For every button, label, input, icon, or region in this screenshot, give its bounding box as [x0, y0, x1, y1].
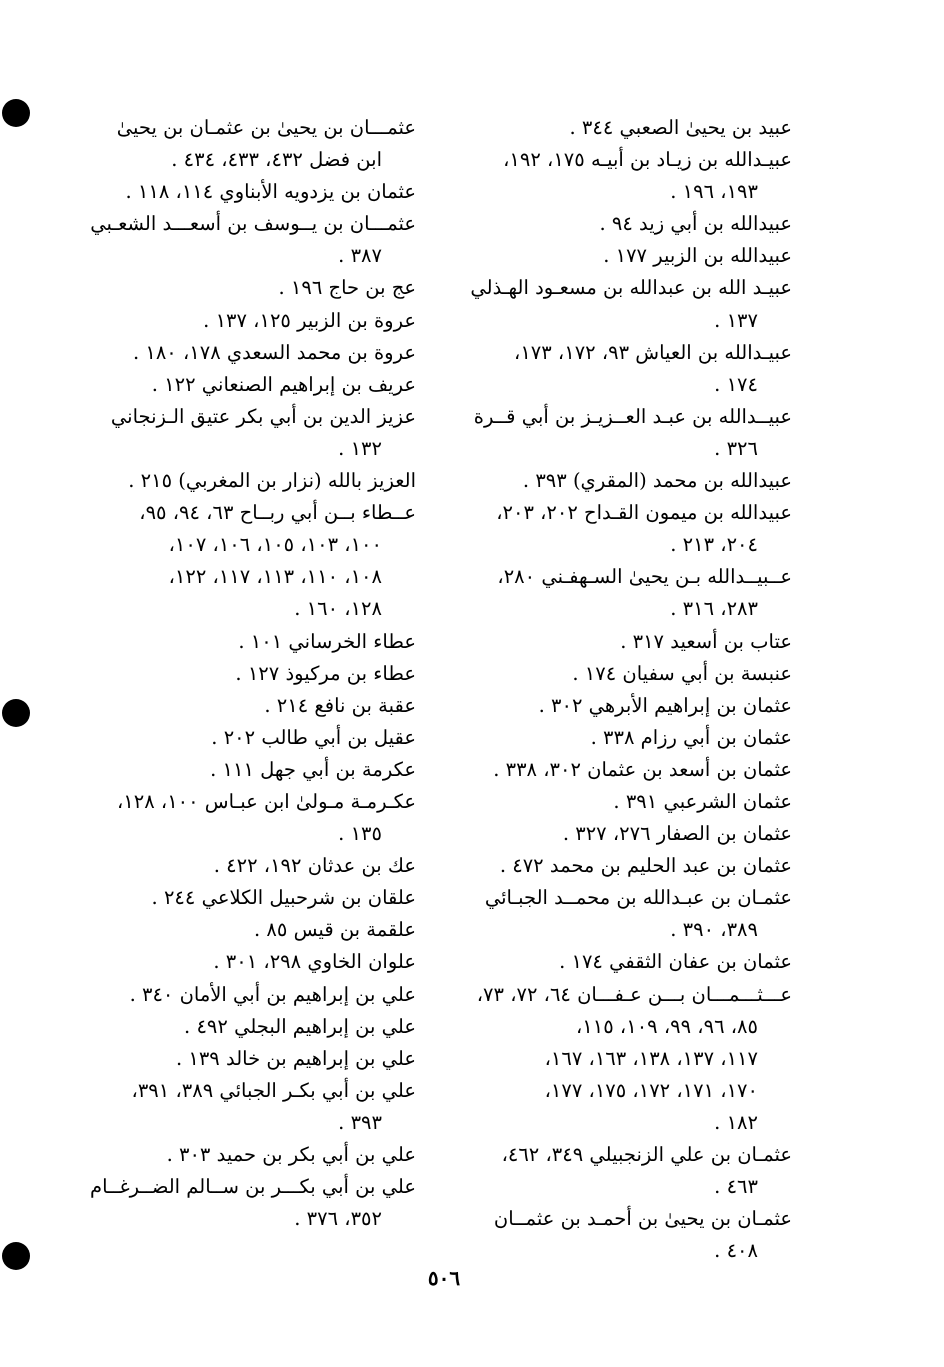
entry-line: عثمـان بن يحيىٰ بن أحمـد بن عثمــان	[493, 1207, 792, 1231]
entry-line: عج بن حاج ١٩٦ .	[278, 276, 416, 300]
index-entry	[86, 272, 416, 304]
entry-line: علي بن أبي بكـــر بن ســالم الضــرغــام	[90, 1175, 416, 1199]
index-entry	[462, 626, 792, 658]
entry-line: عثمان بن أسعد بن عثمان ٣٠٢، ٣٣٨ .	[493, 757, 792, 781]
index-entry	[462, 208, 792, 240]
index-entry	[86, 914, 416, 946]
entry-continuation-line: ٤٠٨ .	[714, 1239, 758, 1263]
index-entry	[86, 690, 416, 722]
index-entry	[462, 1139, 792, 1203]
index-entry	[86, 176, 416, 208]
entry-line: عبيدالله بن أبي زيد ٩٤ .	[599, 212, 792, 236]
index-entry	[462, 979, 792, 1139]
entry-continuation-line: ٣٨٧ .	[338, 244, 382, 268]
entry-line: عبيدالله بن ميمون القـداح ٢٠٢، ٢٠٣،	[496, 501, 792, 525]
entry-line: عطاء الخرساني ١٠١ .	[238, 629, 416, 653]
entry-line: عروة بن الزبير ١٢٥، ١٣٧ .	[203, 308, 416, 332]
page-number: ٥٠٦	[427, 1266, 461, 1290]
entry-continuation-line: ٨٥، ٩٦، ٩٩، ١٠٩، ١١٥،	[576, 1014, 758, 1038]
punch-hole-bottom	[2, 1242, 30, 1270]
entry-line: عروة بن محمد السعدي ١٧٨، ١٨٠ .	[132, 340, 416, 364]
entry-line: عـــثـــمـــان بـــن عـفـــان ٦٤، ٧٢، ٧٣،	[476, 982, 792, 1006]
index-entry	[462, 882, 792, 946]
entry-line: عقبة بن نافع ٢١٤ .	[264, 693, 416, 717]
index-entry	[462, 497, 792, 561]
index-entry	[86, 1011, 416, 1043]
entry-line: علقان بن شرحبيل الكلاعي ٢٤٤ .	[151, 886, 416, 910]
entry-line: عطاء بن مركيوذ ١٢٧ .	[235, 661, 416, 685]
index-entry	[462, 946, 792, 978]
entry-continuation-line: ١٨٢ .	[714, 1110, 758, 1134]
index-entry	[86, 465, 416, 497]
entry-continuation-line: ١٣٥ .	[338, 822, 382, 846]
entry-line: علي بن إبراهيم بن خالد ١٣٩ .	[175, 1046, 416, 1070]
entry-line: عثمـــان بن يحيىٰ بن عثمـان بن يحيىٰ	[116, 116, 416, 139]
entry-continuation-line: ٣٩٣ .	[338, 1110, 382, 1134]
index-entry	[86, 1171, 416, 1235]
entry-continuation-line: ١٣٧ .	[714, 308, 758, 332]
entry-continuation-line: ١١٧، ١٣٧، ١٣٨، ١٦٣، ١٦٧،	[544, 1046, 758, 1070]
entry-line: عثمـان بن علي الزنجبيلي ٣٤٩، ٤٦٢،	[501, 1143, 792, 1166]
entry-line: عكرمة بن أبي جهل ١١١ .	[210, 757, 416, 781]
index-entry	[462, 722, 792, 754]
entry-line: العزيز بالله (نزار بن المغربي) ٢١٥ .	[128, 469, 416, 493]
index-entry	[86, 722, 416, 754]
entry-continuation-line: ١٩٣، ١٩٦ .	[670, 180, 758, 204]
entry-continuation-line: ١٣٢ .	[338, 436, 382, 460]
entry-line: عقيل بن أبي طالب ٢٠٢ .	[211, 725, 416, 749]
index-entry	[86, 658, 416, 690]
entry-line: عثمان بن عبد الحليم بن محمد ٤٧٢ .	[499, 854, 792, 878]
index-entry	[86, 946, 416, 978]
punch-hole-top	[2, 99, 30, 127]
index-entry	[86, 754, 416, 786]
entry-line: علي بن أبي بكر بن حميد ٣٠٣ .	[166, 1143, 416, 1166]
index-entry	[86, 112, 416, 176]
entry-line: عثمـان بن عبـدالله بن محمــد الجبـائي	[484, 886, 792, 910]
entry-line: عثمان الشرعبي ٣٩١ .	[613, 789, 792, 813]
entry-line: عثمان بن يزدويه الأبناوي ١١٤، ١١٨ .	[125, 180, 416, 204]
entry-line: عك بن عدثان ١٩٢، ٤٢٢ .	[213, 854, 416, 878]
entry-line: علوان الخاوي ٢٩٨، ٣٠١ .	[213, 950, 416, 974]
index-entry	[462, 786, 792, 818]
index-entry	[86, 979, 416, 1011]
entry-continuation-line: ابن فضل ٤٣٢، ٤٣٣، ٤٣٤ .	[171, 148, 382, 172]
index-entry	[86, 786, 416, 850]
index-entry	[86, 1075, 416, 1139]
entry-line: عبيدالله بن محمد (المقري) ٣٩٣ .	[522, 469, 792, 493]
index-entry	[86, 626, 416, 658]
index-entry	[462, 818, 792, 850]
entry-line: عبيــدالله بن عبـد العــزيـز بن أبي قــرة	[473, 404, 792, 428]
entry-line: عبيـدالله بن العياش ٩٣، ١٧٢، ١٧٣،	[514, 340, 792, 364]
entry-line: عكـرمـة مـولىٰ ابن عبـاس ١٠٠، ١٢٨،	[116, 789, 416, 813]
entry-line: علي بن إبراهيم البجلي ٤٩٢ .	[184, 1014, 416, 1038]
index-entry	[462, 561, 792, 625]
index-column-right	[462, 112, 792, 1267]
entry-line: عثمان بن الصفار ٢٧٦، ٣٢٧ .	[562, 822, 792, 846]
entry-line: عثمان بن عفان الثقفي ١٧٤ .	[559, 950, 792, 974]
entry-continuation-line: ٣٨٩، ٣٩٠ .	[670, 918, 758, 942]
entry-line: عبيد بن يحيىٰ الصعبي ٣٤٤ .	[569, 116, 792, 139]
entry-continuation-line: ٣٥٢، ٣٧٦ .	[294, 1207, 382, 1231]
entry-line: عبيدالله بن الزبير ١٧٧ .	[603, 244, 792, 268]
index-entry	[86, 369, 416, 401]
entry-line: عتاب بن أسعيد ٣١٧ .	[620, 629, 792, 653]
entry-line: عثمان بن إبراهيم الأبرهي ٣٠٢ .	[538, 693, 792, 717]
index-entry	[462, 337, 792, 401]
index-entry	[86, 1043, 416, 1075]
index-entry	[462, 658, 792, 690]
index-entry	[462, 465, 792, 497]
entry-line: عثمان بن أبي رزام ٣٣٨ .	[590, 725, 792, 749]
index-entry	[462, 144, 792, 208]
index-entry	[86, 401, 416, 465]
index-entry	[86, 497, 416, 625]
entry-line: عثمـــان بن يــوسف بن أسعـــد الشعـبي	[90, 212, 416, 236]
index-entry	[462, 754, 792, 786]
entry-continuation-line: ١٢٨، ١٦٠ .	[294, 597, 382, 621]
index-entry	[462, 240, 792, 272]
entry-continuation-line: ١٠٨، ١١٠، ١١٣، ١١٧، ١٢٢،	[168, 565, 382, 589]
punch-hole-middle	[2, 699, 30, 727]
entry-continuation-line: ١٠٠، ١٠٣، ١٠٥، ١٠٦، ١٠٧،	[168, 533, 382, 557]
entry-continuation-line: ٢٠٤، ٢١٣ .	[670, 533, 758, 557]
entry-line: عبيـد الله بن عبدالله بن مسعـود الهـذلي	[470, 276, 792, 300]
index-entry	[462, 1203, 792, 1267]
index-column-left	[86, 112, 416, 1235]
entry-line: عــبيــدالله بـن يحيىٰ السـهفـني ٢٨٠،	[497, 565, 792, 589]
index-entry	[86, 1139, 416, 1171]
entry-line: علقمة بن قيس ٨٥ .	[254, 918, 416, 942]
entry-continuation-line: ٢٨٣، ٣١٦ .	[670, 597, 758, 621]
index-entry	[86, 882, 416, 914]
entry-line: عريف بن إبراهيم الصنعاني ١٢٢ .	[151, 372, 416, 396]
index-entry	[462, 401, 792, 465]
entry-line: عــطاء بــن أبي ربــاح ٦٣، ٩٤، ٩٥،	[139, 501, 416, 525]
entry-continuation-line: ٣٢٦ .	[714, 436, 758, 460]
entry-line: عبيـدالله بن زيـاد بن أبيـه ١٧٥، ١٩٢،	[503, 148, 792, 172]
index-entry	[462, 690, 792, 722]
entry-line: عنبسة بن أبي سفيان ١٧٤ .	[572, 661, 792, 685]
index-entry	[86, 305, 416, 337]
entry-continuation-line: ٤٦٣ .	[714, 1175, 758, 1199]
entry-continuation-line: ١٧٠، ١٧١، ١٧٢، ١٧٥، ١٧٧،	[544, 1078, 758, 1102]
index-entry	[462, 272, 792, 336]
entry-line: علي بن إبراهيم بن أبي الأمان ٣٤٠ .	[129, 982, 416, 1006]
entry-line: علي بن أبي بكـر الجبائي ٣٨٩، ٣٩١،	[131, 1078, 416, 1102]
entry-continuation-line: ١٧٤ .	[714, 372, 758, 396]
index-entry	[86, 208, 416, 272]
entry-line: عزيز الدين بن أبي بكر عتيق الـزنجاني	[110, 404, 416, 428]
index-entry	[462, 112, 792, 144]
index-entry	[462, 850, 792, 882]
index-entry	[86, 850, 416, 882]
index-entry	[86, 337, 416, 369]
